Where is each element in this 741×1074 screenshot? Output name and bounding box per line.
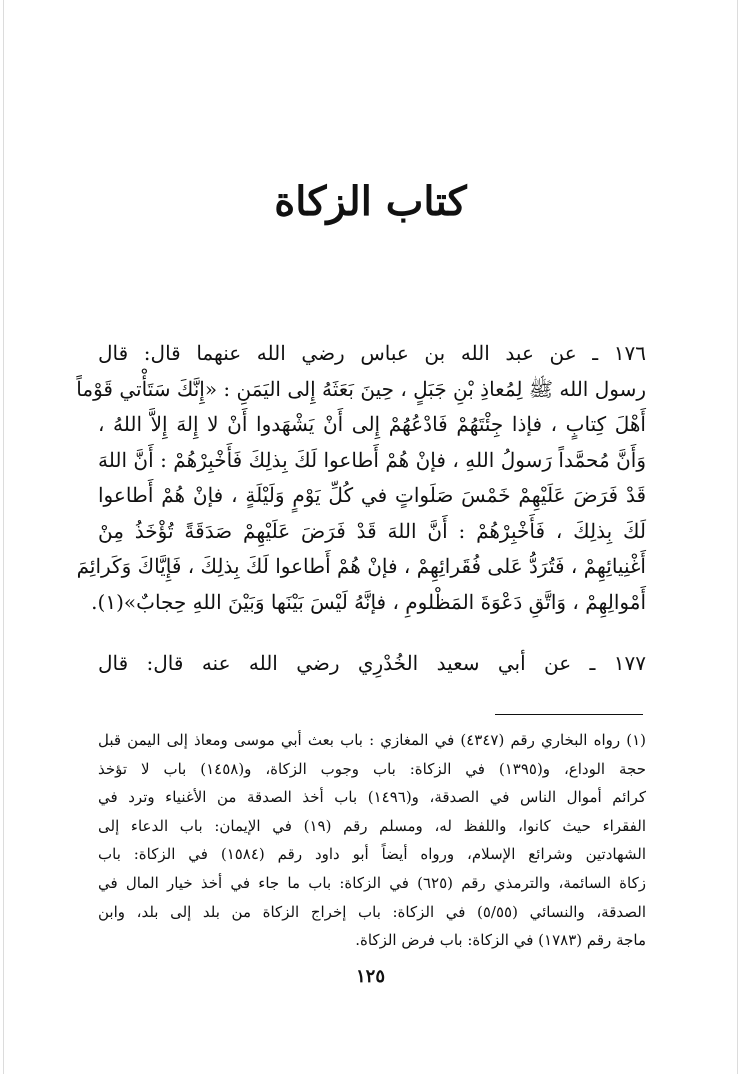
footnote-line: كرائم أموال الناس في الصدقة، و(١٤٩٦) باب أخذ الصدقة من الأغنياء وترد في: [98, 788, 647, 807]
footnote-line: الشهادتين وشرائع الإسلام، ورواه أيضاً أبو داود رقم (١٥٨٤) في الزكاة: باب: [98, 845, 646, 864]
hadith-176-line: لَكَ بِذلِكَ ، فَأَخْبِرْهُمْ : أَنَّ اللهَ قَدْ فَرَضَ عَلَيْهِمْ صَدَقَةً تُؤْخَذُ مِنْ: [98, 518, 646, 543]
hadith-177-start: ١٧٧ ـ عن أبي سعيد الخُدْرِي رضي الله عنه قال: قال: [98, 651, 646, 675]
hadith-176: [76, 336, 646, 620]
footnote-line: حجة الوداع، و(١٣٩٥) في الزكاة: باب وجوب الزكاة، و(١٤٥٨) باب لا تؤخذ: [98, 759, 646, 778]
footnote-line: ماجة رقم (١٧٨٣) في الزكاة: باب فرض الزكاة.: [355, 931, 646, 950]
scan-edge-left: [3, 0, 4, 1074]
footnote-line: الصدقة، والنسائي (٥/٥٥) في الزكاة: باب إخراج الزكاة من بلد إلى بلد، وابن: [98, 902, 646, 921]
hadith-176-line: قَدْ فَرَضَ عَلَيْهِمْ خَمْسَ صَلَواتٍ في كُلِّ يَوْمٍ وَلَيْلَةٍ ، فإنْ هُمْ أَطاعوا: [98, 483, 646, 507]
footnotes: [98, 726, 646, 955]
scan-edge-right: [737, 0, 738, 1074]
hadith-176-line: أَغْنِيائِهِمْ ، فَتُرَدُّ عَلى فُقَرائِهِمْ ، فإنْ هُمْ أَطاعوا لَكَ بِذلِكَ ، فَإِيَّاكَ وَكَرائِمَ: [76, 554, 646, 578]
hadith-176-line: ١٧٦ ـ عن عبد الله بن عباس رضي الله عنهما قال: قال: [98, 341, 646, 365]
hadith-176-line: أَمْوالِهِمْ ، وَاتَّقِ دَعْوَةَ المَظْلومِ ، فإنَّهُ لَيْسَ بَيْنَها وَبَيْنَ اللهِ حِجابٌ»(١).: [91, 589, 646, 614]
footnote-divider: [495, 714, 643, 715]
chapter-title: كتاب الزكاة: [274, 178, 467, 225]
footnote-line: (١) رواه البخاري رقم (٤٣٤٧) في المغازي : باب بعث أبي موسى ومعاذ إلى اليمن قبل: [98, 731, 646, 749]
hadith-176-line: أَهْلَ كِتابٍ ، فإذا جِئْتَهُمْ فَادْعُهُمْ إِلى أَنْ يَشْهَدوا أَنْ لا إِلهَ إِلاَّ اللهُ ،: [98, 412, 646, 436]
hadith-176-line: رسول الله ﷺ لِمُعاذِ بْنِ جَبَلٍ ، حِينَ بَعَثَهُ إِلى اليَمَنِ : «إِنَّكَ سَتَأْتي قَوْماً: [76, 376, 646, 401]
footnote-line: الفقراء حيث كانوا، واللفظ له، ومسلم رقم (١٩) في الإيمان: باب الدعاء إلى: [98, 816, 646, 835]
page-number: ١٢٥: [355, 966, 385, 987]
footnote-line: زكاة السائمة، والترمذي رقم (٦٢٥) في الزكاة: باب ما جاء في أخذ خيار المال في: [98, 873, 646, 892]
hadith-176-line: وَأَنَّ مُحمَّداً رَسولُ اللهِ ، فإنْ هُمْ أَطاعوا لَكَ بِذلِكَ فَأَخْبِرْهُمْ : أَنَّ اللهَ: [98, 447, 646, 472]
